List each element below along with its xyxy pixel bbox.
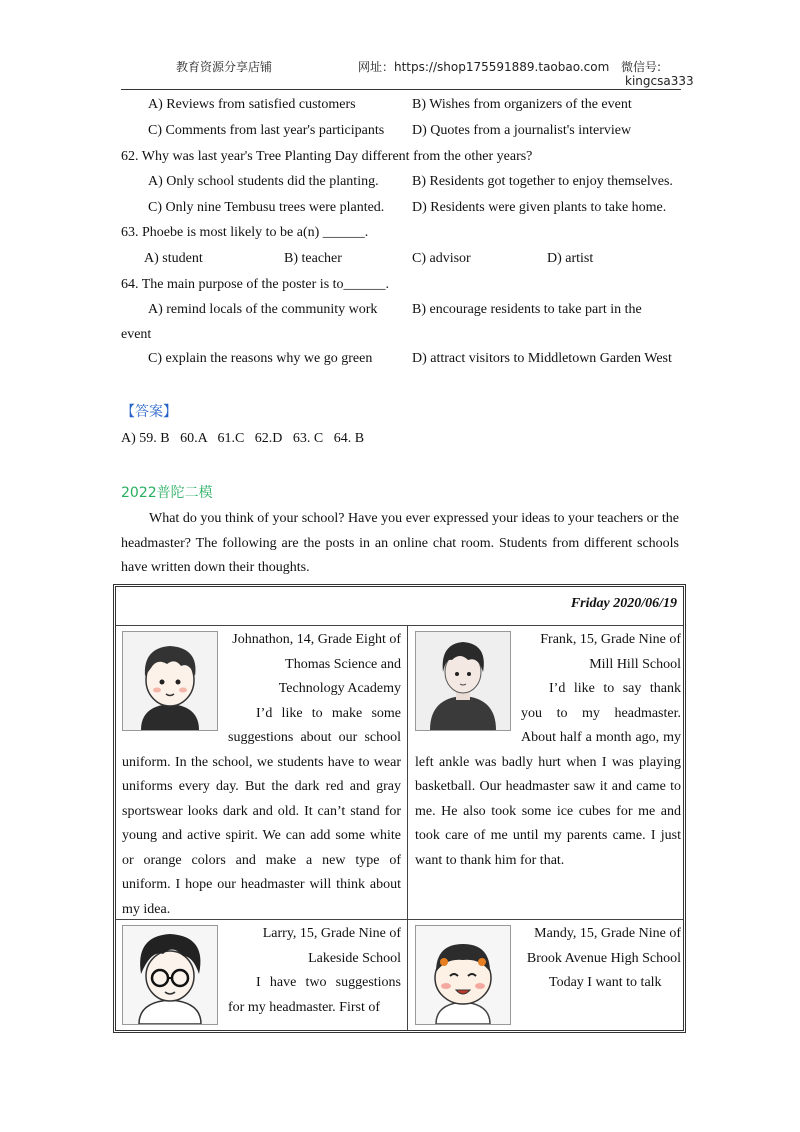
- answer-label: 【答案】: [121, 404, 177, 420]
- q64-option-a: A) remind locals of the community work: [148, 302, 378, 317]
- q62-option-c: C) Only nine Tembusu trees were planted.: [148, 200, 385, 215]
- chat-table: [113, 584, 686, 1033]
- post-mandy: [415, 922, 681, 1028]
- q64-question: 64. The main purpose of the poster is to______.: [121, 277, 390, 292]
- intro-paragraph: [121, 507, 679, 581]
- q64-option-d: D) attract visitors to Middletown Garden West: [412, 351, 672, 366]
- section-title: 2022普陀二模: [121, 485, 213, 501]
- answer-text: A) 59. B 60.A 61.C 62.D 63. C 64. B: [121, 431, 365, 446]
- date-row: [116, 587, 683, 626]
- wechat-label: 微信号:: [621, 60, 662, 74]
- post-date: Friday 2020/06/19: [570, 596, 677, 611]
- intro-text: What do you think of your school? Have you ever expressed your ideas to your teachers or the headmaster? The following are the posts in an online chat room. Students from different schools have written down their thoughts.: [121, 511, 679, 575]
- header-rule: [121, 89, 681, 90]
- avatar: [122, 925, 218, 1025]
- shop-name: 教育资源分享店铺: [176, 60, 273, 74]
- post-larry: [122, 922, 401, 1028]
- page-header: [0, 0, 800, 92]
- avatar: [415, 631, 511, 731]
- post-body: I have two suggestions for my headmaster. First of: [228, 975, 401, 1015]
- shop-url: 网址：https://shop175591889.taobao.com: [358, 60, 610, 74]
- post-body: Today I want to talk: [549, 975, 662, 990]
- post-johnathon: [122, 628, 401, 916]
- q63-option-c: C) advisor: [412, 251, 471, 266]
- post-frank: [415, 628, 681, 916]
- q61-option-d: D) Quotes from a journalist's interview: [412, 123, 632, 138]
- q63-option-b: B) teacher: [284, 251, 342, 266]
- avatar: [122, 631, 218, 731]
- q62-option-a: A) Only school students did the planting.: [148, 174, 379, 189]
- q64-option-b: B) encourage residents to take part in the: [412, 302, 642, 317]
- poster-name: Larry, 15, Grade Nine of Lakeside School: [262, 926, 401, 966]
- q61-option-b: B) Wishes from organizers of the event: [412, 97, 632, 112]
- q63-option-a: A) student: [144, 251, 203, 266]
- row-divider: [116, 919, 683, 920]
- wechat-id: kingcsa333: [625, 74, 694, 88]
- q62-option-d: D) Residents were given plants to take home.: [412, 200, 667, 215]
- q64-option-b-continued: event: [121, 327, 152, 342]
- q62-question: 62. Why was last year's Tree Planting Day different from the other years?: [121, 149, 533, 164]
- poster-name: Johnathon, 14, Grade Eight of Thomas Science and Technology Academy: [232, 632, 401, 696]
- post-body: I’d like to make some suggestions about our school uniform. In the school, we students have to wear uniforms every day. But the dark red and gray sportswear looks dark and old. It can’t stand for young and active spirit. We can add some white or orange colors and make a new type of uniform. I hope our headmaster will think about my idea.: [122, 705, 401, 916]
- avatar: [415, 925, 511, 1025]
- q63-option-d: D) artist: [547, 251, 594, 266]
- poster-name: Mandy, 15, Grade Nine of Brook Avenue High School: [526, 926, 681, 966]
- poster-name: Frank, 15, Grade Nine of Mill Hill School: [540, 632, 681, 672]
- q62-option-b: B) Residents got together to enjoy themselves.: [412, 174, 673, 189]
- q63-question: 63. Phoebe is most likely to be a(n) ______.: [121, 225, 369, 240]
- q61-option-a: A) Reviews from satisfied customers: [148, 97, 356, 112]
- column-divider: [407, 625, 408, 1030]
- post-body: I’d like to say thank you to my headmaster. About half a month ago, my left ankle was badly hurt when I was playing basketball. Our headmaster saw it and came to me. He also took some ice cubes for me and took care of me until my parents came. I just want to thank him for that.: [415, 681, 681, 868]
- q61-option-c: C) Comments from last year's participants: [148, 123, 385, 138]
- q64-option-c: C) explain the reasons why we go green: [148, 351, 373, 366]
